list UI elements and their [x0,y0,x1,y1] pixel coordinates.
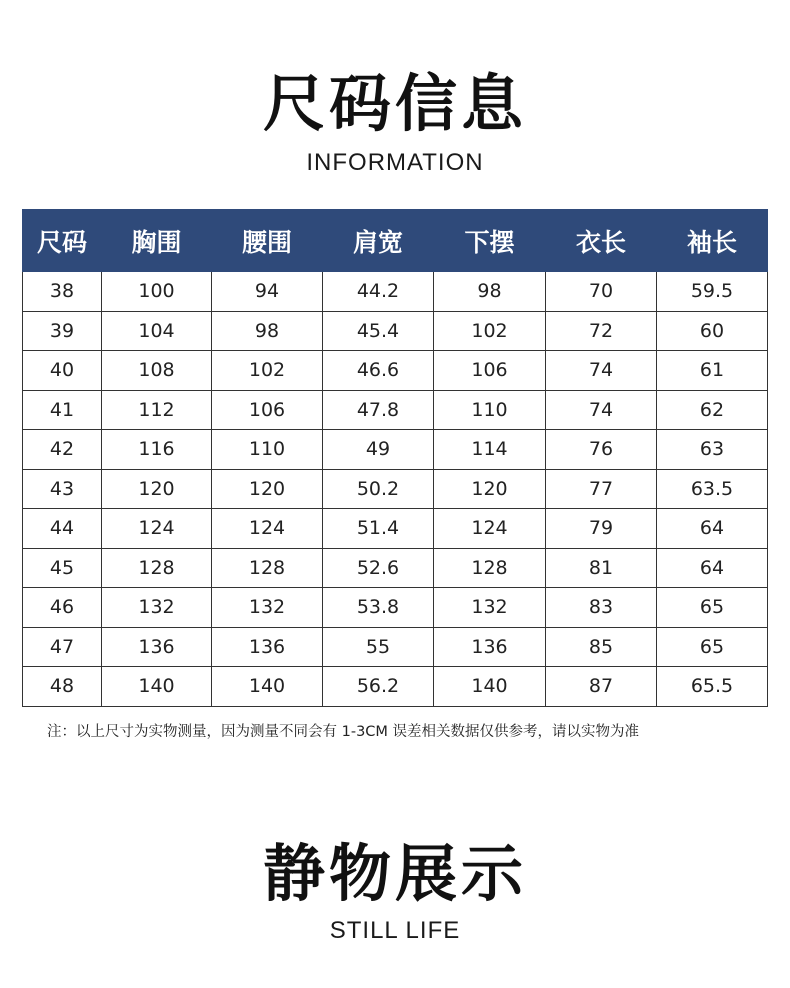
table-cell: 106 [434,351,546,391]
table-cell: 110 [434,390,546,430]
table-row [23,272,768,312]
table-cell: 104 [102,311,212,351]
table-cell: 47 [23,627,102,667]
table-cell: 140 [434,667,546,707]
table-row [23,588,768,628]
table-cell: 45 [23,548,102,588]
table-cell: 39 [23,311,102,351]
column-header: 胸围 [102,210,212,272]
table-cell: 46.6 [323,351,434,391]
table-cell: 62 [657,390,768,430]
measurement-note: 注：以上尺寸为实物测量，因为测量不同会有 1-3CM 误差相关数据仅供参考，请以实物为准 [47,724,640,740]
table-cell: 74 [546,390,657,430]
table-cell: 70 [546,272,657,312]
table-cell: 128 [212,548,323,588]
table-header-row [23,210,768,272]
table-cell: 76 [546,430,657,470]
table-cell: 136 [434,627,546,667]
table-cell: 65 [657,627,768,667]
table-cell: 108 [102,351,212,391]
table-cell: 132 [434,588,546,628]
table-cell: 50.2 [323,469,434,509]
column-header: 衣长 [546,210,657,272]
table-row [23,311,768,351]
table-row [23,548,768,588]
table-cell: 98 [212,311,323,351]
table-cell: 100 [102,272,212,312]
still-life-subtitle: STILL LIFE [329,917,461,944]
table-cell: 120 [434,469,546,509]
table-cell: 38 [23,272,102,312]
table-cell: 112 [102,390,212,430]
table-cell: 63 [657,430,768,470]
column-header: 尺码 [23,210,102,272]
table-row [23,627,768,667]
table-cell: 47.8 [323,390,434,430]
table-cell: 132 [102,588,212,628]
table-cell: 83 [546,588,657,628]
table-row [23,469,768,509]
table-cell: 40 [23,351,102,391]
table-cell: 49 [323,430,434,470]
table-cell: 102 [434,311,546,351]
table-cell: 87 [546,667,657,707]
table-cell: 114 [434,430,546,470]
table-cell: 81 [546,548,657,588]
table-cell: 74 [546,351,657,391]
table-cell: 63.5 [657,469,768,509]
table-cell: 56.2 [323,667,434,707]
table-cell: 140 [212,667,323,707]
table-cell: 128 [434,548,546,588]
column-header: 腰围 [212,210,323,272]
table-cell: 60 [657,311,768,351]
table-row [23,351,768,391]
table-cell: 51.4 [323,509,434,549]
size-info-title: 尺码信息 [262,67,527,140]
table-cell: 44 [23,509,102,549]
table-cell: 65 [657,588,768,628]
table-cell: 72 [546,311,657,351]
table-cell: 116 [102,430,212,470]
table-cell: 77 [546,469,657,509]
column-header: 袖长 [657,210,768,272]
size-table [22,209,768,707]
table-cell: 136 [102,627,212,667]
table-row [23,667,768,707]
table-cell: 45.4 [323,311,434,351]
table-cell: 64 [657,548,768,588]
table-cell: 132 [212,588,323,628]
table-cell: 52.6 [323,548,434,588]
table-cell: 94 [212,272,323,312]
table-cell: 65.5 [657,667,768,707]
table-cell: 124 [434,509,546,549]
column-header: 下摆 [434,210,546,272]
table-cell: 140 [102,667,212,707]
table-body [23,272,768,707]
table-cell: 59.5 [657,272,768,312]
table-cell: 41 [23,390,102,430]
table-cell: 43 [23,469,102,509]
table-cell: 85 [546,627,657,667]
table-cell: 124 [212,509,323,549]
table-row [23,430,768,470]
table-row [23,509,768,549]
table-cell: 48 [23,667,102,707]
table-cell: 98 [434,272,546,312]
table-cell: 136 [212,627,323,667]
table-cell: 64 [657,509,768,549]
table-cell: 110 [212,430,323,470]
table-cell: 46 [23,588,102,628]
table-cell: 120 [102,469,212,509]
table-cell: 128 [102,548,212,588]
table-cell: 55 [323,627,434,667]
table-cell: 53.8 [323,588,434,628]
still-life-title: 静物展示 [262,837,527,910]
size-info-subtitle: INFORMATION [306,149,484,176]
table-cell: 124 [102,509,212,549]
table-cell: 79 [546,509,657,549]
table-cell: 42 [23,430,102,470]
column-header: 肩宽 [323,210,434,272]
table-cell: 102 [212,351,323,391]
table-cell: 106 [212,390,323,430]
table-row [23,390,768,430]
table-cell: 120 [212,469,323,509]
table-cell: 44.2 [323,272,434,312]
table-cell: 61 [657,351,768,391]
